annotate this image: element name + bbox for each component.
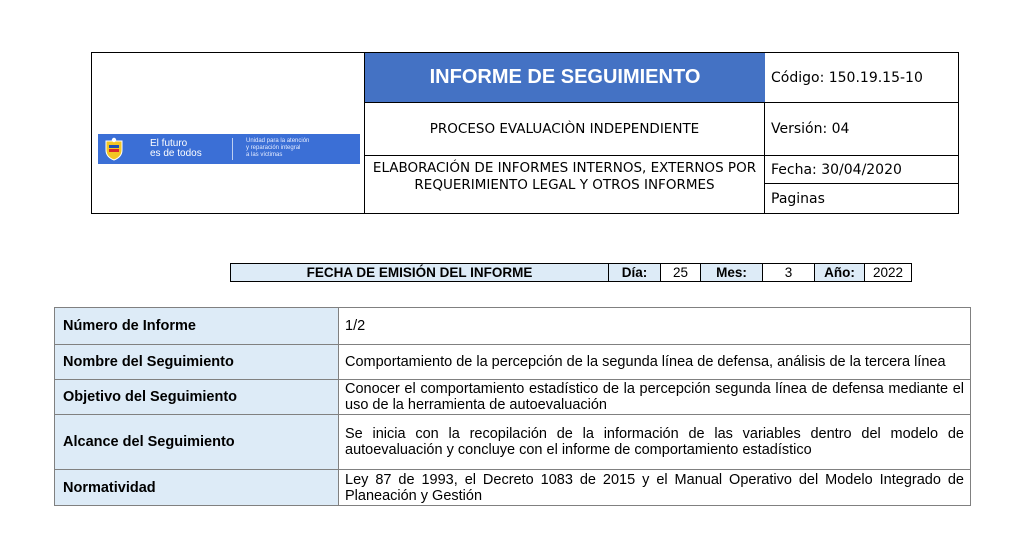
row-label: Normatividad (55, 470, 339, 506)
coat-of-arms-icon (104, 137, 124, 161)
process-name: PROCESO EVALUACIÒN INDEPENDIENTE (365, 103, 765, 156)
row-label: Nombre del Seguimiento (55, 345, 339, 380)
table-row (55, 380, 971, 415)
row-label: Objetivo del Seguimiento (55, 380, 339, 415)
report-info-table (54, 307, 971, 506)
document-date: Fecha: 30/04/2020 (765, 156, 958, 184)
table-row (55, 415, 971, 470)
logo-slogan: El futuro es de todos (150, 138, 202, 159)
row-value: Ley 87 de 1993, el Decreto 1083 de 2015 y el Manual Operativo del Modelo Integrado de Planeación y Gestión (339, 470, 971, 506)
year-label: Año: (815, 264, 865, 281)
row-label: Alcance del Seguimiento (55, 415, 339, 470)
document-code: Código: 150.19.15-10 (765, 53, 958, 103)
logo-cell (92, 53, 365, 213)
emission-date-row (230, 263, 912, 282)
document-header (91, 52, 959, 214)
emission-date-label: FECHA DE EMISIÓN DEL INFORME (231, 264, 609, 281)
month-value: 3 (763, 264, 815, 281)
table-row (55, 308, 971, 345)
document-pages: Paginas (771, 190, 825, 207)
row-label: Número de Informe (55, 308, 339, 345)
row-value: Comportamiento de la percepción de la segunda línea de defensa, análisis de la tercera línea (339, 345, 971, 380)
day-label: Día: (609, 264, 661, 281)
procedure-name: ELABORACIÓN DE INFORMES INTERNOS, EXTERNOS POR REQUERIMIENTO LEGAL Y OTROS INFORMES (365, 156, 765, 213)
table-row (55, 470, 971, 506)
logo-divider (232, 138, 233, 160)
document-version: Versión: 04 (765, 103, 958, 156)
government-logo (98, 134, 360, 164)
logo-entity-name: Unidad para la atención y reparación integral a las víctimas (246, 138, 310, 158)
day-value: 25 (661, 264, 701, 281)
table-row (55, 345, 971, 380)
document-title: INFORME DE SEGUIMIENTO (365, 53, 765, 103)
year-value: 2022 (872, 265, 904, 280)
row-value: Conocer el comportamiento estadístico de la percepción segunda línea de defensa mediante el uso de la herramienta de autoevaluación (339, 380, 971, 415)
row-value: Se inicia con la recopilación de la información de las variables dentro del modelo de autoevaluación y concluye con el informe de comportamiento estadístico (339, 415, 971, 470)
row-value: 1/2 (339, 308, 971, 345)
month-label: Mes: (701, 264, 763, 281)
